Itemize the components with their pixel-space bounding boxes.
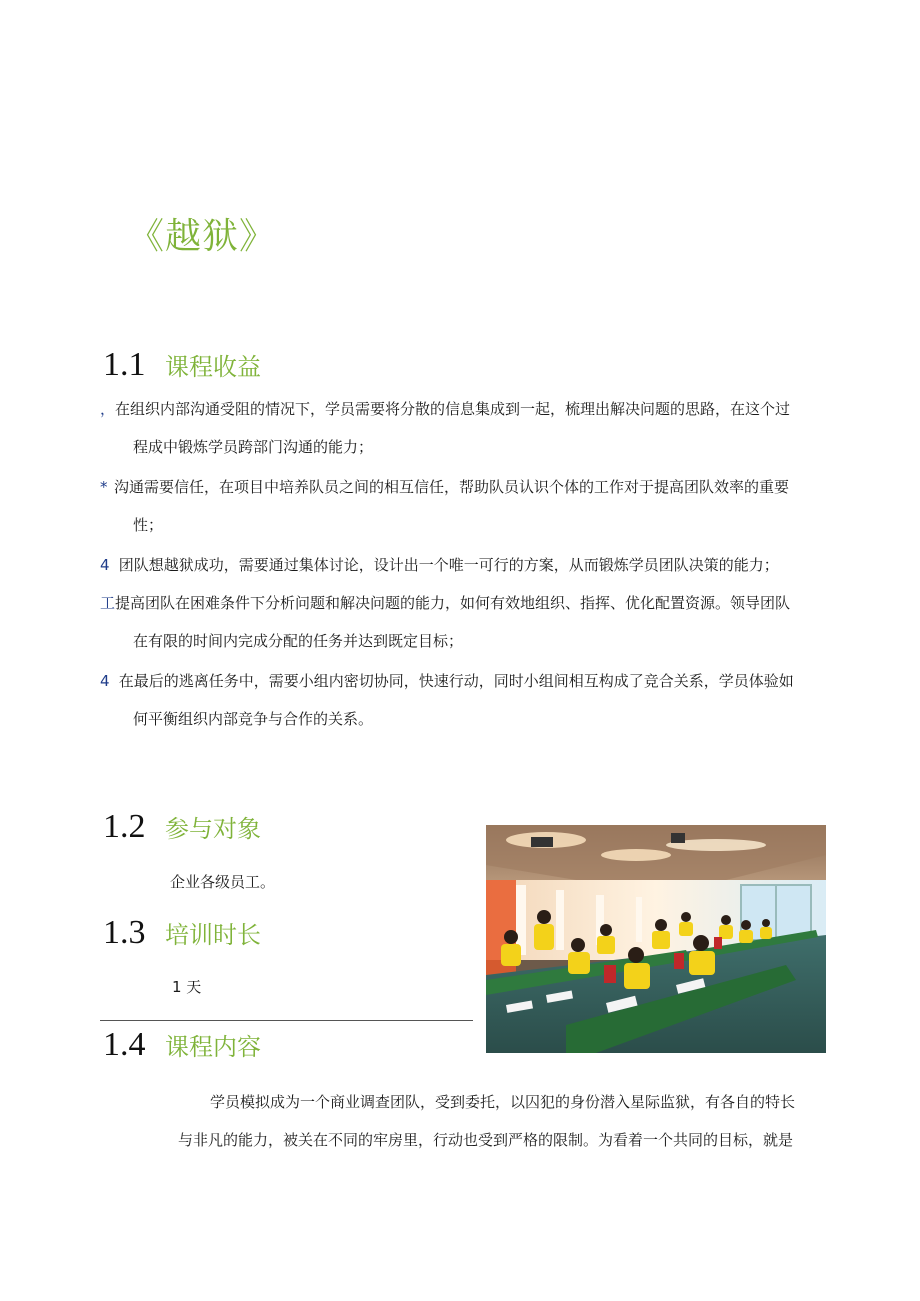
benefit-text: 提高团队在困难条件下分析问题和解决问题的能力，如何有效地组织、指挥、优化配置资源。领导团队 bbox=[115, 594, 791, 612]
bullet-marker: ， bbox=[100, 400, 116, 418]
section-title: 参与对象 bbox=[165, 815, 261, 843]
section-title: 课程收益 bbox=[165, 353, 261, 381]
benefit-item bbox=[100, 546, 820, 584]
section-number: 1.1 bbox=[103, 346, 146, 383]
content-paragraph-line1: 学员模拟成为一个商业调查团队，受到委托，以囚犯的身份潜入星际监狱，有各自的特长 bbox=[210, 1093, 796, 1111]
bullet-marker: * bbox=[100, 478, 108, 496]
content-paragraph-line2: 与非凡的能力，被关在不同的牢房里，行动也受到严格的限制。为看着一个共同的目标，就是 bbox=[178, 1131, 794, 1149]
section-heading-audience bbox=[103, 808, 261, 846]
audience-text: 企业各级员工。 bbox=[170, 873, 276, 891]
bullet-marker: 4 bbox=[100, 556, 110, 574]
benefit-item bbox=[100, 468, 820, 544]
document-title: 《越狱》 bbox=[128, 216, 277, 257]
bullet-marker: 4 bbox=[100, 672, 110, 690]
benefit-item bbox=[100, 390, 820, 466]
benefit-text: 在组织内部沟通受阻的情况下，学员需要将分散的信息集成到一起，梳理出解决问题的思路，在这个过 bbox=[115, 400, 791, 418]
benefit-text-cont: 程成中锻炼学员跨部门沟通的能力； bbox=[133, 438, 374, 456]
benefit-text: 团队想越狱成功，需要通过集体讨论，设计出一个唯一可行的方案，从而锻炼学员团队决策的能力； bbox=[114, 556, 779, 574]
benefit-text: 在最后的逃离任务中，需要小组内密切协同，快速行动，同时小组间相互构成了竞合关系，学员体验如 bbox=[114, 672, 794, 690]
benefit-text-cont: 在有限的时间内完成分配的任务并达到既定目标； bbox=[133, 632, 464, 650]
section-number: 1.2 bbox=[103, 808, 146, 845]
section-heading-benefits bbox=[103, 346, 261, 384]
bullet-marker: 工 bbox=[100, 594, 116, 612]
training-classroom-photo bbox=[486, 825, 826, 1053]
section-number: 1.3 bbox=[103, 914, 146, 951]
benefit-text: 沟通需要信任，在项目中培养队员之间的相互信任，帮助队员认识个体的工作对于提高团队效率的重要 bbox=[114, 478, 790, 496]
section-title: 培训时长 bbox=[165, 921, 261, 949]
section-heading-duration bbox=[103, 914, 261, 952]
benefit-text-cont: 何平衡组织内部竞争与合作的关系。 bbox=[133, 710, 374, 728]
section-title: 课程内容 bbox=[165, 1033, 261, 1061]
benefit-text-cont: 性； bbox=[133, 516, 164, 534]
duration-text: 1 天 bbox=[172, 978, 202, 996]
section-number: 1.4 bbox=[103, 1026, 146, 1063]
section-heading-content bbox=[103, 1026, 261, 1064]
benefit-item bbox=[100, 584, 820, 660]
benefit-item bbox=[100, 662, 820, 738]
horizontal-divider bbox=[100, 1020, 473, 1021]
